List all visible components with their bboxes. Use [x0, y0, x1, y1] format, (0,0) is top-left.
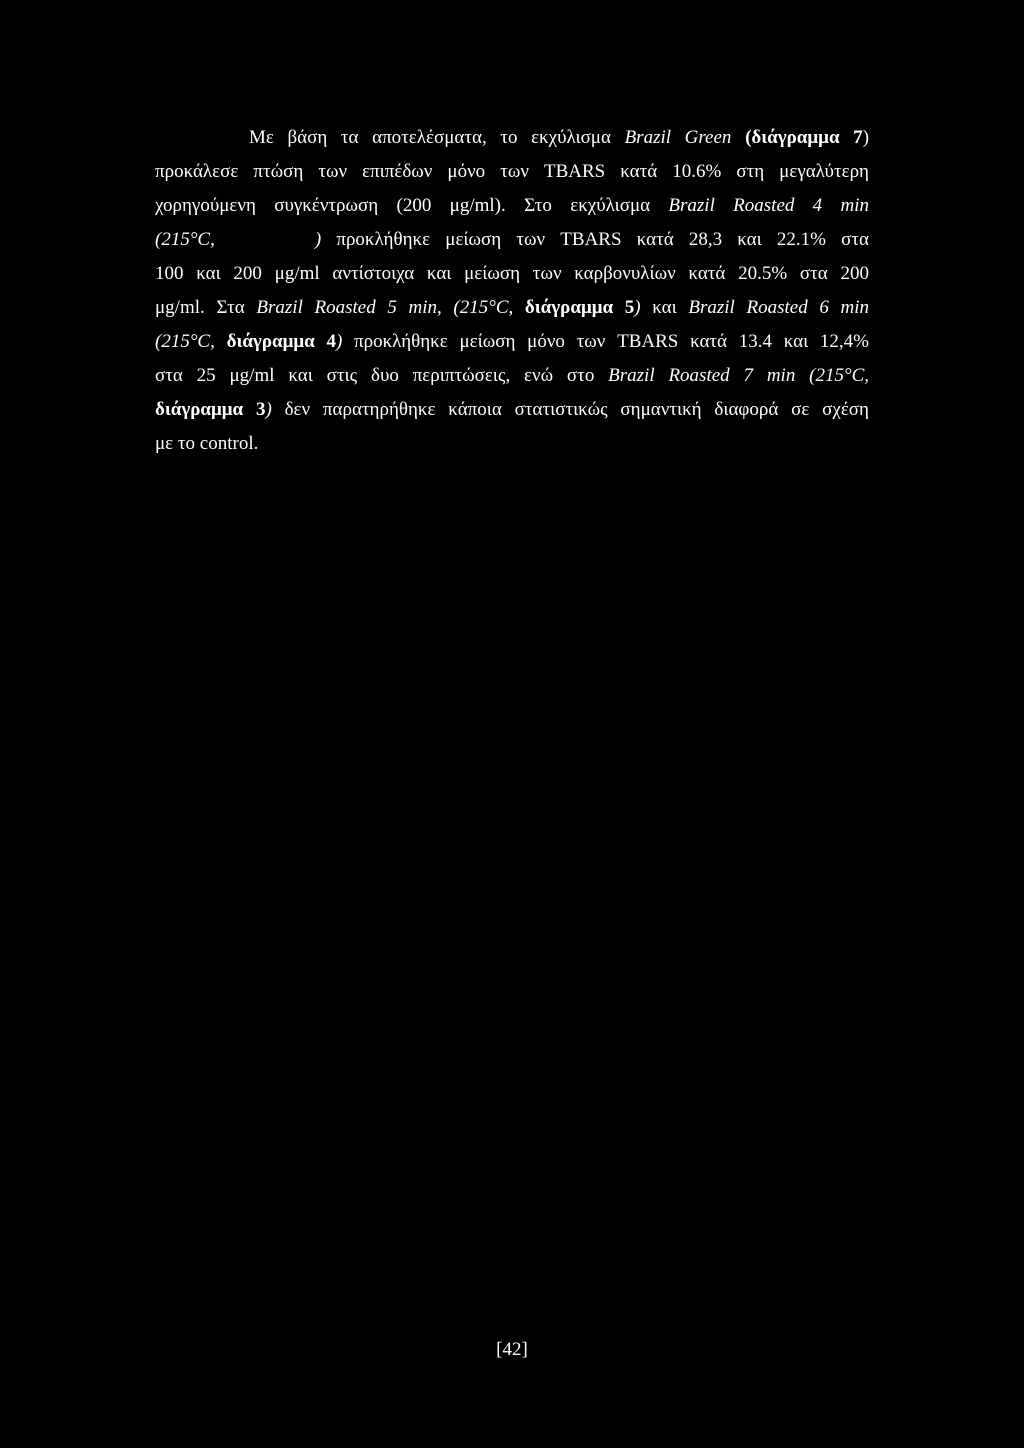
- page-number: [42]: [496, 1339, 528, 1360]
- text-run: διάγραμμα 5: [524, 297, 635, 318]
- paragraph-line: [155, 432, 869, 456]
- text-run: με το control.: [155, 433, 259, 454]
- text-run: προκλήθηκε μείωση μόνο των TBARS κατά 13.4 και 12,4%: [342, 331, 869, 352]
- paragraph-line: [155, 228, 869, 252]
- text-run: Με βάση τα αποτελέσματα, το εκχύλισμα: [249, 127, 625, 148]
- paragraph-line: [155, 160, 869, 184]
- text-run: 100 και 200 μg/ml αντίστοιχα και μείωση των καρβονυλίων κατά 20.5% στα 200: [155, 263, 869, 284]
- text-run: (διάγραμμα 7: [745, 127, 863, 148]
- paragraph-line: [155, 364, 869, 388]
- text-run: (215°C,: [155, 331, 227, 352]
- text-run: Brazil Roasted 4 min: [668, 195, 869, 216]
- text-run: και: [640, 297, 689, 318]
- text-run: [731, 127, 745, 148]
- text-run: Brazil Roasted 7 min (215°C,: [608, 365, 869, 386]
- text-run: (215°C,: [155, 229, 215, 250]
- text-run: προκλήθηκε μείωση των TBARS κατά 28,3 και 22.1% στα: [321, 229, 869, 250]
- text-run: χορηγούμενη συγκέντρωση (200 μg/ml). Στο εκχύλισμα: [155, 195, 669, 216]
- text-run: Brazil Roasted 6 min: [688, 297, 870, 318]
- paragraph-line: [155, 194, 869, 218]
- text-run: δεν παρατηρήθηκε κάποια στατιστικώς σημαντική διαφορά σε σχέση: [271, 399, 869, 420]
- text-run: ): [314, 229, 322, 250]
- text-run: μg/ml. Στα: [155, 297, 257, 318]
- text-run: διάγραμμα 4: [226, 331, 336, 352]
- paragraph-line: [155, 330, 869, 354]
- text-run: ): [335, 331, 343, 352]
- text-run: ): [265, 399, 272, 420]
- text-run: ): [634, 297, 641, 318]
- paragraph-line: [249, 126, 869, 150]
- paragraph-line: [155, 398, 869, 422]
- paragraph-line: [155, 296, 869, 320]
- text-run: Brazil Green: [624, 127, 732, 148]
- text-run: Brazil Roasted 5 min, (215°C,: [256, 297, 525, 318]
- text-run: στα 25 μg/ml και στις δυο περιπτώσεις, ενώ στο: [155, 365, 609, 386]
- text-run: διάγραμμα 3: [155, 399, 266, 420]
- text-run: ): [862, 127, 870, 148]
- paragraph-line: [155, 262, 869, 286]
- text-run: προκάλεσε πτώση των επιπέδων μόνο των TBARS κατά 10.6% στη μεγαλύτερη: [155, 161, 869, 182]
